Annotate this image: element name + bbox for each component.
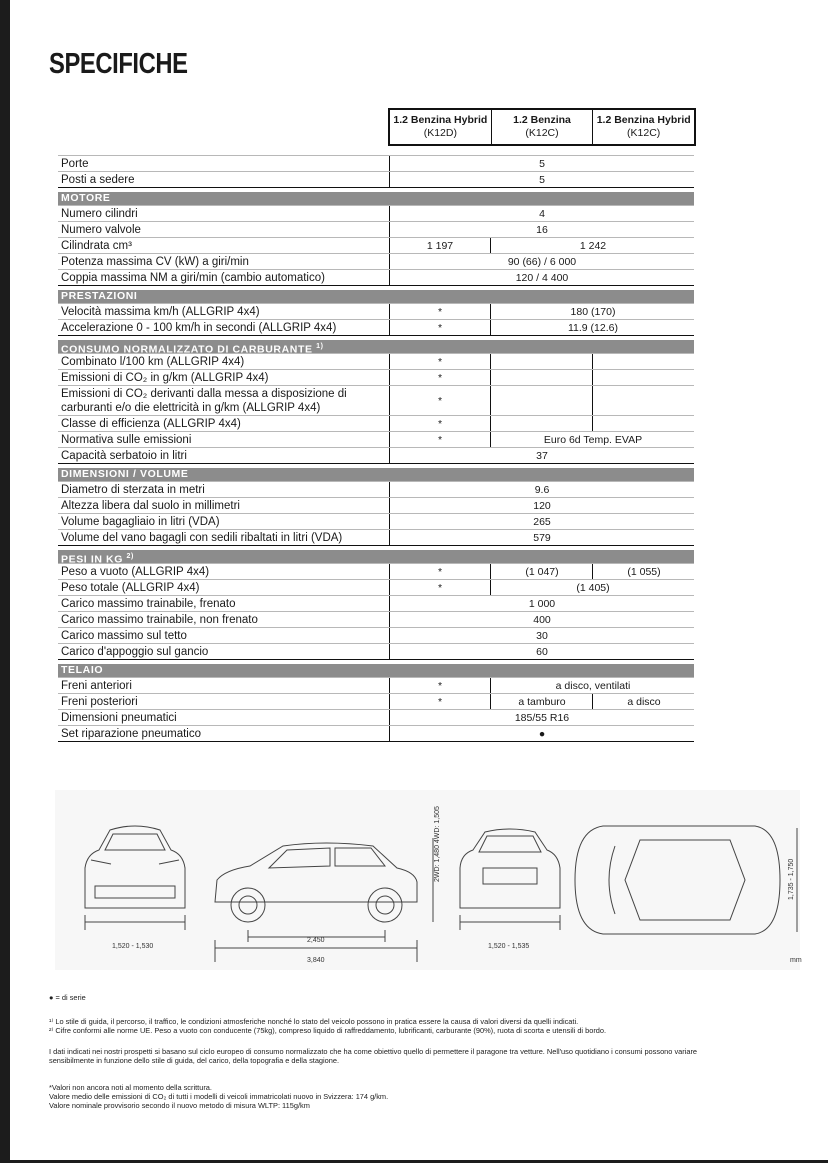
page-title: SPECIFICHE (49, 48, 188, 80)
car-front-view-icon (85, 826, 185, 930)
spec-row-serbatoio: Capacità serbatoio in litri 37 (58, 447, 694, 464)
section-dimensioni: DIMENSIONI / VOLUME (58, 468, 694, 481)
section-prestazioni: PRESTAZIONI (58, 290, 694, 303)
section-motore: MOTORE (58, 192, 694, 205)
spec-row-pneumatici: Dimensioni pneumatici 185/55 R16 (58, 709, 694, 725)
dim-unit: mm (790, 957, 802, 964)
spec-row-normativa: Normativa sulle emissioni * Euro 6d Temp. EVAP (58, 431, 694, 447)
star-note: *Valori non ancora noti al momento della scrittura. (49, 1083, 212, 1093)
spec-row-altezza: Altezza libera dal suolo in millimetri 120 (58, 497, 694, 513)
spec-row-riparazione: Set riparazione pneumatico ● (58, 725, 694, 742)
spec-page (10, 0, 828, 1160)
co2-average-note: Valore medio delle emissioni di CO₂ di tutti i modelli di veicoli immatricolati nuovo in Svizzera: 174 g/km. (49, 1092, 389, 1102)
spec-row-cilindri: Numero cilindri 4 (58, 205, 694, 221)
spec-row-co2: Emissioni di CO₂ in g/km (ALLGRIP 4x4) * (58, 369, 694, 385)
section-pesi: PESI IN KG $^{2)}$ (58, 550, 694, 563)
footnotes (49, 993, 739, 1111)
spec-row-gancio: Carico d'appoggio sul gancio 60 (58, 643, 694, 660)
spec-row-bagagliaio: Volume bagagliaio in litri (VDA) 265 (58, 513, 694, 529)
spec-row-posti: Posti a sedere 5 (58, 171, 694, 188)
dim-rear-width: 1,520 - 1,535 (488, 943, 530, 950)
dim-length: 3,840 (307, 957, 325, 964)
section-telaio: TELAIO (58, 664, 694, 677)
spec-row-porte: Porte 5 (58, 155, 694, 171)
section-consumo: CONSUMO NORMALIZZATO DI CARBURANTE $^{1)}$ (58, 340, 694, 353)
spec-row-classe: Classe di efficienza (ALLGRIP 4x4) * (58, 415, 694, 431)
column-header (58, 108, 694, 145)
spec-row-vano: Volume del vano bagagli con sedili ribaltati in litri (VDA) 579 (58, 529, 694, 546)
spec-row-co2-derivanti: Emissioni di CO₂ derivanti dalla messa a disposizione di carburanti e/o die elettricità in g/km (ALLGRIP 4x4) * (58, 385, 694, 415)
spec-row-sterzata: Diametro di sterzata in metri 9.6 (58, 481, 694, 497)
column-3: 1.2 Benzina Hybrid (K12C) (592, 110, 694, 144)
dim-height: 2WD: 1,480 4WD: 1,505 (434, 806, 441, 882)
spec-row-tetto: Carico massimo sul tetto 30 (58, 627, 694, 643)
spec-row-coppia: Coppia massima NM a giri/min (cambio automatico) 120 / 4 400 (58, 269, 694, 286)
spec-row-freni-post: Freni posteriori * a tamburo a disco (58, 693, 694, 709)
footnote-2: ²⁾ Cifre conformi alle norme UE. Peso a vuoto con conducente (75kg), compreso liquido di raffreddamento, lubrificanti, carburante (90%), ruota di scorta e utensili di bordo. (49, 1026, 607, 1036)
vehicle-drawings (55, 790, 800, 970)
spec-row-peso-totale: Peso totale (ALLGRIP 4x4) * (1 405) (58, 579, 694, 595)
dim-wheelbase: 2,450 (307, 937, 325, 944)
spec-row-peso-vuoto: Peso a vuoto (ALLGRIP 4x4) * (1 047) (1 055) (58, 563, 694, 579)
spec-row-potenza: Potenza massima CV (kW) a giri/min 90 (66) / 6 000 (58, 253, 694, 269)
spec-row-frenato: Carico massimo trainabile, frenato 1 000 (58, 595, 694, 611)
column-2: 1.2 Benzina (K12C) (491, 110, 593, 144)
spec-row-combinato: Combinato l/100 km (ALLGRIP 4x4) * (58, 353, 694, 369)
spec-row-velocita: Velocità massima km/h (ALLGRIP 4x4) * 180 (170) (58, 303, 694, 319)
column-1: 1.2 Benzina Hybrid (K12D) (393, 114, 488, 139)
wltp-target-note: Valore nominale provvisorio secondo il nuovo metodo di misura WLTP: 115g/km (49, 1101, 310, 1111)
dim-overall-width: 1,735 - 1,750 (788, 858, 795, 900)
spec-row-valvole: Numero valvole 16 (58, 221, 694, 237)
spec-table (58, 108, 694, 742)
spec-row-freni-ant: Freni anteriori * a disco, ventilati (58, 677, 694, 693)
footnote-1: ¹⁾ Lo stile di guida, il percorso, il traffico, le condizioni atmosferiche nonché lo stato del veicolo possono in pratica essere la causa di valori diversi da quelli indicati. (49, 1017, 579, 1027)
car-top-view-icon (575, 826, 797, 934)
spec-row-non-frenato: Carico massimo trainabile, non frenato 400 (58, 611, 694, 627)
spec-row-accelerazione: Accelerazione 0 - 100 km/h in secondi (ALLGRIP 4x4) * 11.9 (12.6) (58, 319, 694, 336)
spec-row-cilindrata: Cilindrata cm³ 1 197 1 242 (58, 237, 694, 253)
wltp-info-note: I dati indicati nei nostri prospetti si basano sul ciclo europeo di consumo normalizzato che ha come obiettivo quello di permettere il paragone tra vetture. Nell'uso quotidiano i consumi possono variare sensibilmente in funzione dello stile di guida, del carico, della topografia e della stagione. (49, 1046, 698, 1065)
car-rear-view-icon (460, 829, 560, 930)
legend-note: ● = di serie (49, 993, 86, 1002)
dim-front-width: 1,520 - 1,530 (112, 943, 154, 950)
